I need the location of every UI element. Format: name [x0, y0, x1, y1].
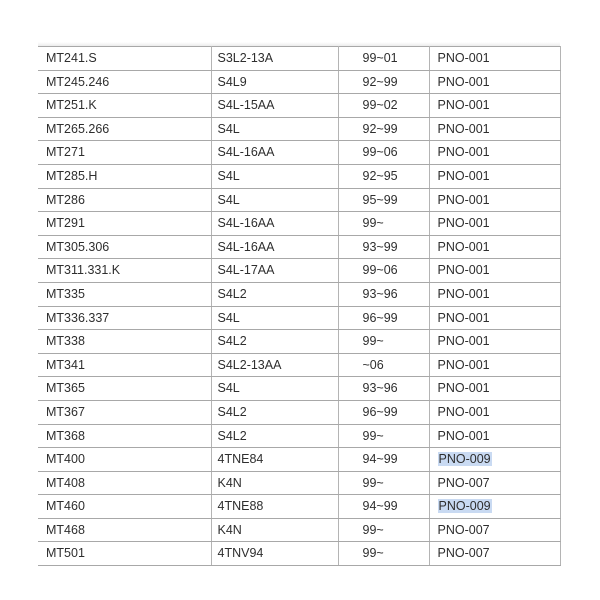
- years-cell: 99~06: [338, 141, 429, 165]
- model-cell: MT336.337: [38, 306, 211, 330]
- part-number-cell: PNO-001: [429, 259, 560, 283]
- table-row: [38, 330, 560, 354]
- table-row: [38, 448, 560, 472]
- model-cell: MT335: [38, 282, 211, 306]
- model-cell: MT367: [38, 400, 211, 424]
- years-cell: 99~: [338, 542, 429, 566]
- part-number-cell: PNO-001: [429, 400, 560, 424]
- engine-cell: S4L-16AA: [211, 141, 338, 165]
- years-cell: 99~: [338, 212, 429, 236]
- part-number-cell: PNO-007: [429, 542, 560, 566]
- years-cell: 93~96: [338, 377, 429, 401]
- engine-cell: S3L2-13A: [211, 47, 338, 71]
- table-row: [38, 282, 560, 306]
- years-cell: 99~: [338, 424, 429, 448]
- model-cell: MT408: [38, 471, 211, 495]
- engine-cell: S4L2: [211, 400, 338, 424]
- table-row: [38, 518, 560, 542]
- engine-cell: S4L: [211, 188, 338, 212]
- part-number-cell: PNO-001: [429, 141, 560, 165]
- years-cell: 92~95: [338, 164, 429, 188]
- engine-cell: S4L2: [211, 330, 338, 354]
- engine-cell: S4L: [211, 164, 338, 188]
- model-cell: MT341: [38, 353, 211, 377]
- table-row: [38, 259, 560, 283]
- model-cell: MT311.331.K: [38, 259, 211, 283]
- model-cell: MT286: [38, 188, 211, 212]
- engine-cell: 4TNE84: [211, 448, 338, 472]
- part-number-cell: PNO-001: [429, 330, 560, 354]
- engine-cell: S4L: [211, 377, 338, 401]
- engine-cell: S4L-16AA: [211, 212, 338, 236]
- model-cell: MT241.S: [38, 47, 211, 71]
- table-row: [38, 70, 560, 94]
- table-row: [38, 306, 560, 330]
- model-cell: MT338: [38, 330, 211, 354]
- model-cell: MT468: [38, 518, 211, 542]
- table-row: [38, 212, 560, 236]
- part-number-cell: PNO-001: [429, 377, 560, 401]
- engine-cell: 4TNE88: [211, 495, 338, 519]
- part-number-cell: PNO-001: [429, 235, 560, 259]
- years-cell: 96~99: [338, 400, 429, 424]
- part-number-cell: PNO-001: [429, 164, 560, 188]
- years-cell: 92~99: [338, 70, 429, 94]
- table-row: [38, 141, 560, 165]
- engine-cell: 4TNV94: [211, 542, 338, 566]
- years-cell: 92~99: [338, 117, 429, 141]
- years-cell: 99~: [338, 330, 429, 354]
- table-row: [38, 542, 560, 566]
- part-number-cell: PNO-001: [429, 282, 560, 306]
- engine-cell: S4L2: [211, 282, 338, 306]
- part-number-cell: PNO-007: [429, 471, 560, 495]
- table-row: [38, 94, 560, 118]
- part-number-cell: PNO-001: [429, 188, 560, 212]
- parts-table-container: [38, 46, 560, 566]
- table-row: [38, 353, 560, 377]
- years-cell: 99~: [338, 518, 429, 542]
- model-cell: MT285.H: [38, 164, 211, 188]
- parts-compatibility-table: [38, 46, 561, 566]
- engine-cell: S4L2-13AA: [211, 353, 338, 377]
- part-number-cell: PNO-001: [429, 70, 560, 94]
- years-cell: 94~99: [338, 495, 429, 519]
- table-row: [38, 47, 560, 71]
- years-cell: 99~06: [338, 259, 429, 283]
- engine-cell: K4N: [211, 518, 338, 542]
- part-number-cell: PNO-001: [429, 353, 560, 377]
- table-row: [38, 400, 560, 424]
- engine-cell: S4L-17AA: [211, 259, 338, 283]
- part-number-cell: PNO-001: [429, 306, 560, 330]
- part-number-cell: PNO-001: [429, 424, 560, 448]
- model-cell: MT368: [38, 424, 211, 448]
- model-cell: MT245.246: [38, 70, 211, 94]
- part-number-cell: PNO-001: [429, 117, 560, 141]
- table-body: [38, 47, 560, 566]
- highlighted-part-number: PNO-009: [438, 452, 491, 467]
- engine-cell: S4L9: [211, 70, 338, 94]
- model-cell: MT265.266: [38, 117, 211, 141]
- years-cell: 95~99: [338, 188, 429, 212]
- model-cell: MT305.306: [38, 235, 211, 259]
- table-row: [38, 471, 560, 495]
- years-cell: 99~02: [338, 94, 429, 118]
- part-number-cell: PNO-001: [429, 94, 560, 118]
- highlighted-part-number: PNO-009: [438, 499, 491, 514]
- table-row: [38, 495, 560, 519]
- table-row: [38, 235, 560, 259]
- part-number-cell: [429, 495, 560, 519]
- engine-cell: S4L2: [211, 424, 338, 448]
- engine-cell: S4L-16AA: [211, 235, 338, 259]
- years-cell: 94~99: [338, 448, 429, 472]
- model-cell: MT400: [38, 448, 211, 472]
- model-cell: MT271: [38, 141, 211, 165]
- engine-cell: S4L: [211, 117, 338, 141]
- engine-cell: S4L-15AA: [211, 94, 338, 118]
- years-cell: 99~01: [338, 47, 429, 71]
- years-cell: ~06: [338, 353, 429, 377]
- part-number-cell: PNO-007: [429, 518, 560, 542]
- table-row: [38, 164, 560, 188]
- engine-cell: K4N: [211, 471, 338, 495]
- model-cell: MT501: [38, 542, 211, 566]
- years-cell: 96~99: [338, 306, 429, 330]
- model-cell: MT291: [38, 212, 211, 236]
- years-cell: 99~: [338, 471, 429, 495]
- part-number-cell: [429, 448, 560, 472]
- table-row: [38, 188, 560, 212]
- engine-cell: S4L: [211, 306, 338, 330]
- part-number-cell: PNO-001: [429, 212, 560, 236]
- model-cell: MT365: [38, 377, 211, 401]
- table-row: [38, 117, 560, 141]
- part-number-cell: PNO-001: [429, 47, 560, 71]
- model-cell: MT460: [38, 495, 211, 519]
- years-cell: 93~99: [338, 235, 429, 259]
- table-row: [38, 377, 560, 401]
- years-cell: 93~96: [338, 282, 429, 306]
- model-cell: MT251.K: [38, 94, 211, 118]
- table-row: [38, 424, 560, 448]
